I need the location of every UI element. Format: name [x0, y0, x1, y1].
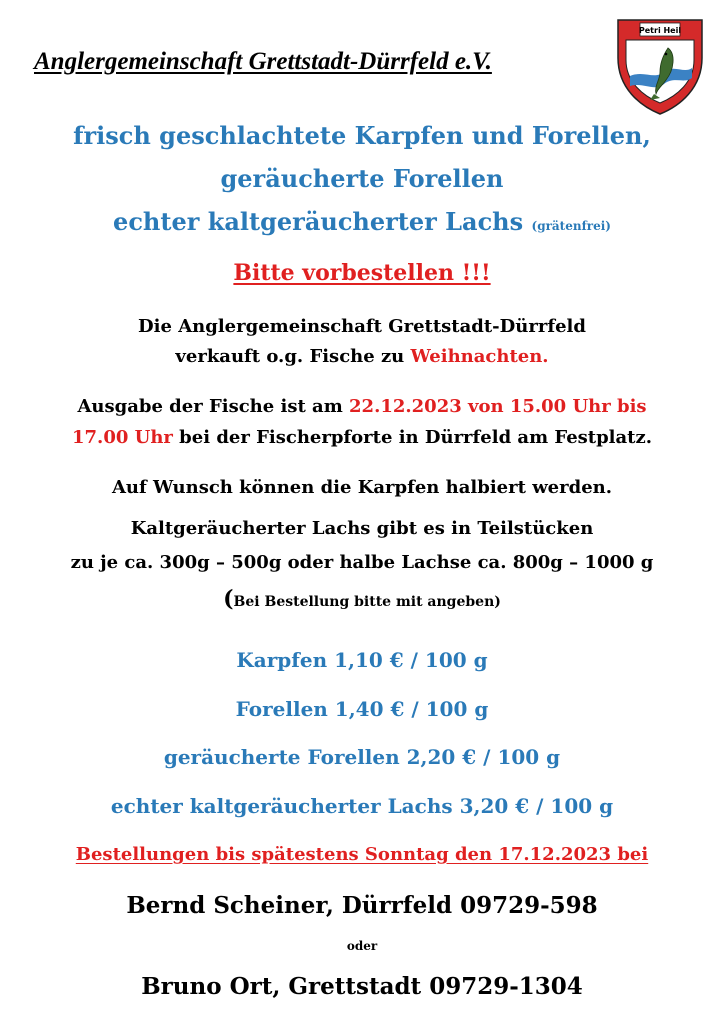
pickup-date-time: 22.12.2023 von 15.00 Uhr bis — [349, 396, 647, 417]
order-deadline-text: Bestellungen bis spätestens Sonntag den 17.12.2023 bei — [75, 844, 649, 865]
pickup-location: bei der Fischerpforte in Dürrfeld am Festplatz. — [172, 427, 652, 448]
pickup-line-1 — [0, 396, 724, 417]
intro-christmas: Weihnachten. — [410, 346, 549, 367]
pickup-end-time: 17.00 Uhr — [72, 427, 173, 448]
preorder-notice — [0, 260, 724, 286]
order-deadline — [0, 844, 724, 865]
pickup-line-1-prefix: Ausgabe der Fische ist am — [77, 396, 350, 417]
preorder-text: Bitte vorbestellen !!! — [233, 260, 491, 286]
salmon-line-1: Kaltgeräucherter Lachs gibt es in Teilstücken — [130, 518, 594, 539]
pickup-line-2 — [0, 427, 724, 448]
club-logo-shield-icon — [614, 14, 706, 116]
salmon-order-note — [0, 586, 724, 612]
price-carp: Karpfen 1,10 € / 100 g — [236, 648, 488, 672]
logo-petri-heil: Petri Heil — [638, 26, 682, 35]
intro-line-2 — [0, 346, 724, 367]
price-smoked-trout: geräucherte Forellen 2,20 € / 100 g — [163, 745, 561, 769]
headline-line-3-text: echter kaltgeräucherter Lachs — [113, 207, 524, 236]
headline-line-3 — [0, 207, 724, 236]
intro-line-2-prefix: verkauft o.g. Fische zu — [175, 346, 411, 367]
contact-separator: oder — [346, 939, 378, 953]
headline-line-3-note: (grätenfrei) — [531, 219, 611, 233]
salmon-note-paren: ( — [223, 586, 234, 612]
contact-second: Bruno Ort, Grettstadt 09729-1304 — [141, 973, 583, 1000]
halving-note: Auf Wunsch können die Karpfen halbiert werden. — [111, 477, 613, 498]
club-title: Anglergemeinschaft Grettstadt-Dürrfeld e.V. — [34, 48, 492, 75]
headline-line-1: frisch geschlachtete Karpfen und Forellen, — [73, 121, 651, 150]
intro-line-1: Die Anglergemeinschaft Grettstadt-Dürrfeld — [138, 316, 586, 337]
headline-line-2: geräucherte Forellen — [220, 164, 504, 193]
price-trout: Forellen 1,40 € / 100 g — [235, 697, 489, 721]
price-smoked-salmon: echter kaltgeräucherter Lachs 3,20 € / 100 g — [110, 794, 614, 818]
contact-first: Bernd Scheiner, Dürrfeld 09729-598 — [126, 892, 598, 919]
salmon-line-2: zu je ca. 300g – 500g oder halbe Lachse ca. 800g – 1000 g — [70, 552, 654, 573]
salmon-note-text: Bei Bestellung bitte mit angeben) — [233, 594, 501, 610]
